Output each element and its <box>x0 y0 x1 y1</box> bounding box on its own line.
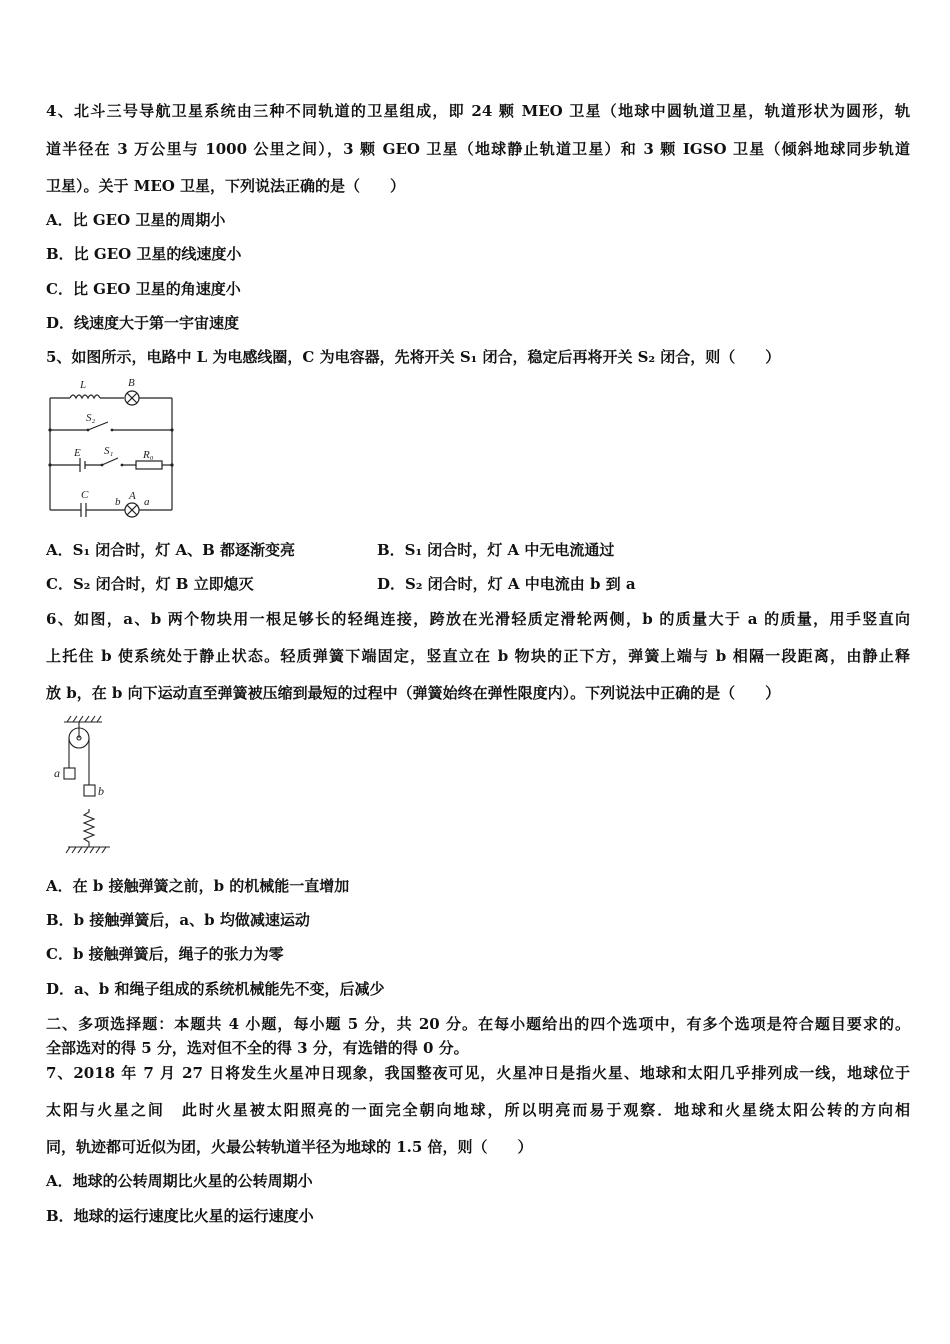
label-S1: S₁ <box>104 445 114 457</box>
q6-stem-line-3: 放 b，在 b 向下运动直至弹簧被压缩到最短的过程中（弹簧始终在弹性限度内）。下列说法中正确的是（ ） <box>46 684 781 702</box>
q7-option-b: B．地球的运行速度比火星的运行速度小 <box>46 1207 314 1225</box>
q4-option-a: A．比 GEO 卫星的周期小 <box>46 211 226 229</box>
label-b: b <box>115 496 121 508</box>
q7-stem-line-3: 同，轨迹都可近似为团，火最公转轨道半径为地球的 1.5 倍，则（ ） <box>46 1138 533 1156</box>
q5-stem: 5、如图所示，电路中 L 为电感线圈，C 为电容器，先将开关 S₁ 闭合，稳定后再将开关 S₂ 闭合，则（ ） <box>46 348 781 366</box>
q4-stem-line-2: 道半径在 3 万公里与 1000 公里之间），3 颗 GEO 卫星（地球静止轨道卫星）和 3 颗 IGSO 卫星（倾斜地球同步轨道 <box>46 140 910 158</box>
q5-option-d: D．S₂ 闭合时，灯 A 中电流由 b 到 a <box>377 575 636 593</box>
q4-stem-line-1: 4、北斗三号导航卫星系统由三种不同轨道的卫星组成，即 24 颗 MEO 卫星（地球中圆轨道卫星，轨道形状为圆形，轨 <box>46 102 910 120</box>
q6-option-a: A．在 b 接触弹簧之前，b 的机械能一直增加 <box>46 877 350 895</box>
label-S2: S₂ <box>86 412 96 424</box>
q6-stem-line-2: 上托住 b 使系统处于静止状态。轻质弹簧下端固定，竖直立在 b 物块的正下方，弹簧上端与 b 相隔一段距离，由静止释 <box>46 647 910 665</box>
label-block-a: a <box>54 766 60 780</box>
q6-option-b: B．b 接触弹簧后，a、b 均做减速运动 <box>46 911 310 929</box>
label-B: B <box>128 377 135 389</box>
q7-stem-line-2: 太阳与火星之间 此时火星被太阳照亮的一面完全朝向地球，所以明亮而易于观察．地球和火星绕太阳公转的方向相 <box>46 1101 910 1119</box>
q7-stem-line-1: 7、2018 年 7 月 27 日将发生火星冲日现象，我国整夜可见，火星冲日是指火星、地球和太阳几乎排列成一线，地球位于 <box>46 1064 910 1082</box>
q5-circuit-diagram <box>46 374 181 524</box>
label-R0: R₀ <box>143 449 154 461</box>
q6-stem-line-1: 6、如图，a、b 两个物块用一根足够长的轻绳连接，跨放在光滑轻质定滑轮两侧，b 的质量大于 a 的质量，用手竖直向 <box>46 610 910 628</box>
q5-option-b: B．S₁ 闭合时，灯 A 中无电流通过 <box>377 541 615 559</box>
label-A: A <box>129 490 136 502</box>
label-C: C <box>81 489 89 501</box>
label-L: L <box>80 379 87 391</box>
q4-option-c: C．比 GEO 卫星的角速度小 <box>46 280 241 298</box>
q6-option-c: C．b 接触弹簧后，绳子的张力为零 <box>46 945 284 963</box>
q4-stem-line-3: 卫星）。关于 MEO 卫星，下列说法正确的是（ ） <box>46 177 406 195</box>
q6-pulley-diagram <box>50 713 120 858</box>
label-E: E <box>74 447 81 459</box>
label-block-b: b <box>98 784 104 798</box>
q7-option-a: A．地球的公转周期比火星的公转周期小 <box>46 1172 313 1190</box>
label-a: a <box>144 496 150 508</box>
q4-option-b: B．比 GEO 卫星的线速度小 <box>46 245 242 263</box>
q5-option-a: A．S₁ 闭合时，灯 A、B 都逐渐变亮 <box>46 541 296 559</box>
q5-option-c: C．S₂ 闭合时，灯 B 立即熄灭 <box>46 575 254 593</box>
q4-option-d: D．线速度大于第一宇宙速度 <box>46 314 240 332</box>
section2-heading-line-2: 全部选对的得 5 分，选对但不全的得 3 分，有选错的得 0 分。 <box>46 1039 469 1057</box>
q6-option-d: D．a、b 和绳子组成的系统机械能先不变，后减少 <box>46 980 385 998</box>
section2-heading-line-1: 二、多项选择题：本题共 4 小题，每小题 5 分，共 20 分。在每小题给出的四个选项中，有多个选项是符合题目要求的。 <box>46 1015 910 1033</box>
